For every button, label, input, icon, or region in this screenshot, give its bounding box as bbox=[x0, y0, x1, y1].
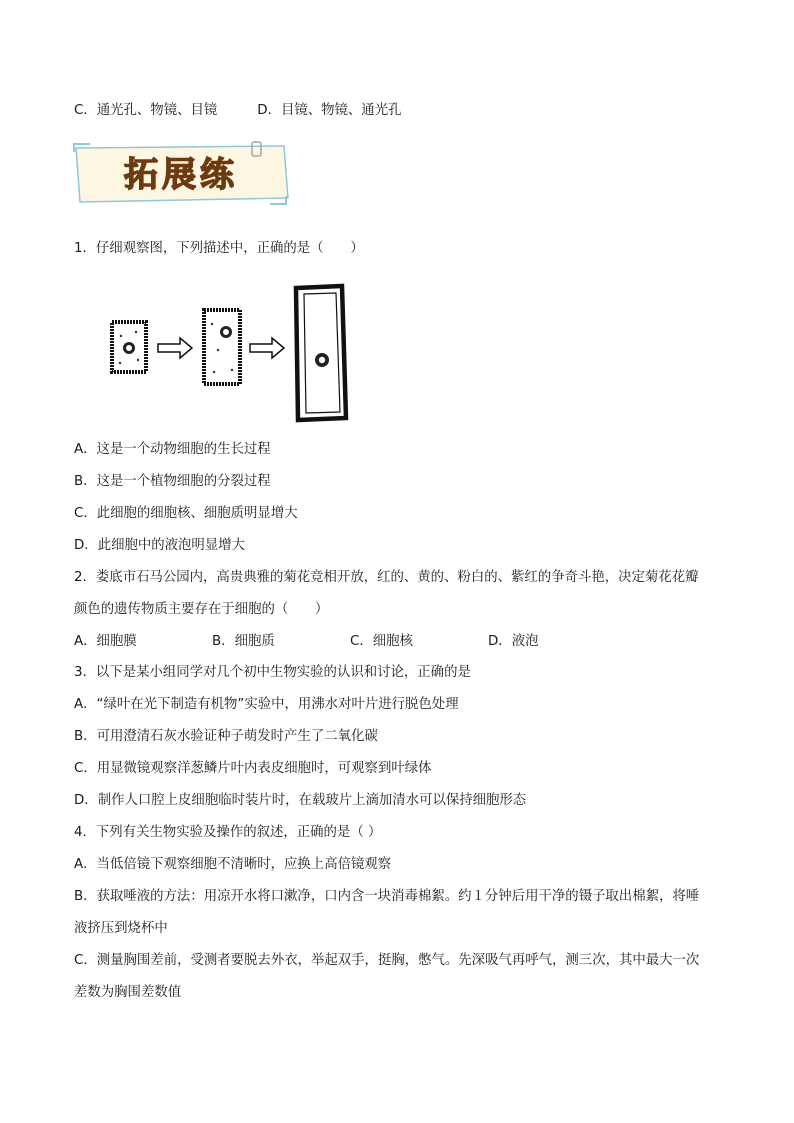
cell-growth-figure bbox=[100, 280, 360, 430]
medium-cell bbox=[204, 310, 240, 384]
q2-option-a: A．细胞膜 bbox=[74, 634, 137, 649]
q1-stem: 1．仔细观察图，下列描述中，正确的是（ ） bbox=[74, 241, 364, 256]
option-d: D．目镜、物镜、通光孔 bbox=[257, 103, 402, 118]
large-cell bbox=[296, 286, 346, 420]
q2-stem-line-2: 颜色的遗传物质主要存在于细胞的（ ） bbox=[74, 602, 329, 617]
previous-question-options bbox=[74, 102, 734, 120]
q1-option-a: A．这是一个动物细胞的生长过程 bbox=[74, 442, 271, 457]
q1-option-c: C．此细胞的细胞核、细胞质明显增大 bbox=[74, 506, 298, 521]
q4-option-b-line-1: B．获取唾液的方法：用凉开水将口漱净，口内含一块消毒棉絮。约１分钟后用干净的镊子取出棉絮，将唾 bbox=[74, 889, 700, 904]
q2-options-row bbox=[74, 633, 734, 651]
q3-option-b: B．可用澄清石灰水验证种子萌发时产生了二氧化碳 bbox=[74, 729, 378, 744]
q4-option-c-line-2: 差数为胸围差数值 bbox=[74, 985, 182, 1000]
q4-option-a: A．当低倍镜下观察细胞不清晰时，应换上高倍镜观察 bbox=[74, 857, 392, 872]
q4-option-c-line-1: C．测量胸围差前，受测者要脱去外衣，举起双手，挺胸，憋气。先深吸气再呼气，测三次，其中最大一次 bbox=[74, 953, 700, 968]
q1-option-b: B．这是一个植物细胞的分裂过程 bbox=[74, 474, 271, 489]
option-c: C．通光孔、物镜、目镜 bbox=[74, 103, 218, 118]
q1-option-d: D．此细胞中的液泡明显增大 bbox=[74, 538, 245, 553]
q2-option-c: C．细胞核 bbox=[350, 634, 413, 649]
q4-option-b-line-2: 液挤压到烧杯中 bbox=[74, 921, 168, 936]
q4-stem: 4．下列有关生物实验及操作的叙述，正确的是（ ） bbox=[74, 825, 382, 840]
q3-stem: 3．以下是某小组同学对几个初中生物实验的认识和讨论，正确的是 bbox=[74, 665, 471, 680]
q3-option-d: D．制作人口腔上皮细胞临时装片时，在载玻片上滴加清水可以保持细胞形态 bbox=[74, 793, 527, 808]
section-banner bbox=[70, 138, 292, 210]
q2-stem-line-1: 2．娄底市石马公园内，高贵典雅的菊花竞相开放，红的、黄的、粉白的、紫红的争奇斗艳，决定菊花花瓣 bbox=[74, 570, 699, 585]
small-cell bbox=[112, 322, 146, 372]
q3-option-a: A．“绿叶在光下制造有机物”实验中，用沸水对叶片进行脱色处理 bbox=[74, 697, 459, 712]
q2-option-b: B．细胞质 bbox=[212, 634, 275, 649]
banner-title: 拓展练 bbox=[124, 155, 238, 195]
arrow-right-icon bbox=[158, 338, 192, 358]
arrow-right-icon bbox=[250, 338, 284, 358]
banner-graphic bbox=[70, 138, 292, 210]
q2-option-d: D．液泡 bbox=[488, 634, 539, 649]
q3-option-c: C．用显微镜观察洋葱鳞片叶内表皮细胞时，可观察到叶绿体 bbox=[74, 761, 432, 776]
